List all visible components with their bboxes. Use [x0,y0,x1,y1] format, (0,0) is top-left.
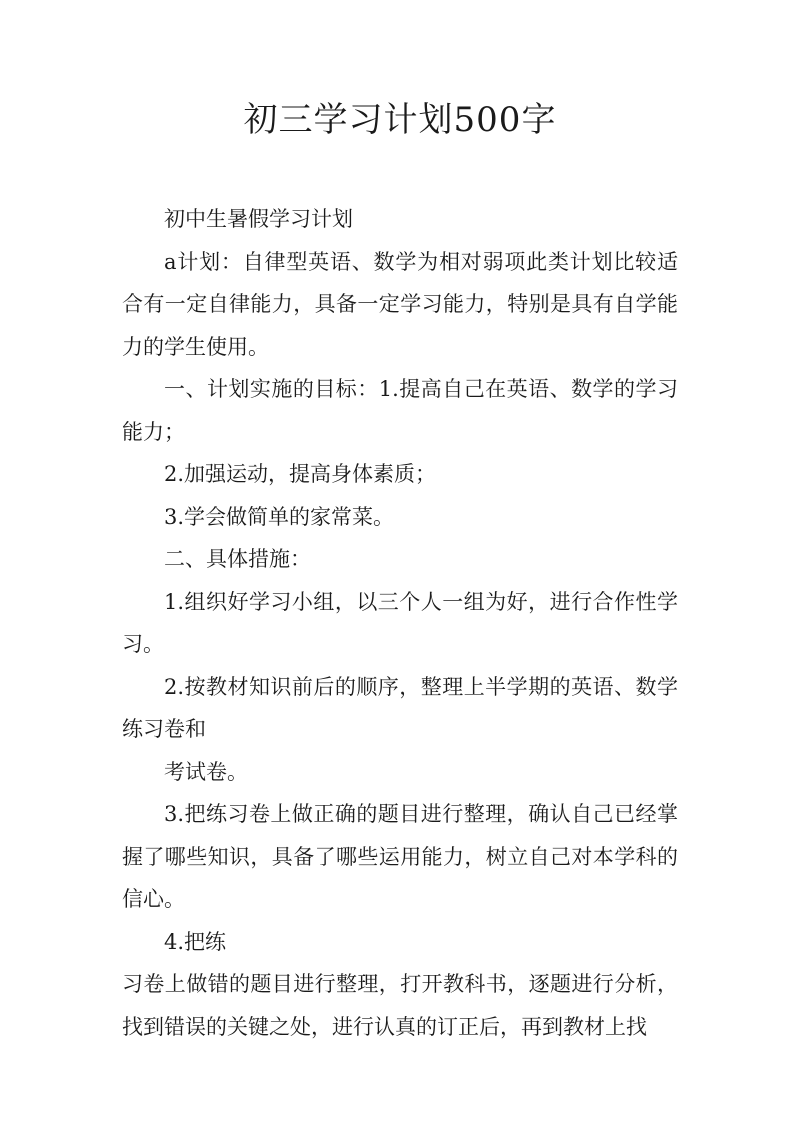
paragraph: 一、计划实施的目标：1.提高自己在英语、数学的学习能力； [122,377,678,444]
paragraph: 3.把练习卷上做正确的题目进行整理，确认自己已经掌握了哪些知识，具备了哪些运用能力，树立自己对本学科的信心。 [122,802,678,911]
document-title: 初三学习计划500字 [243,100,557,140]
paragraph: 2.按教材知识前后的顺序，整理上半学期的英语、数学练习卷和 [122,674,678,741]
paragraph: 3.学会做简单的家常菜。 [164,504,395,529]
paragraph: 二、具体措施： [164,547,311,571]
paragraph: 1.组织好学习小组，以三个人一组为好，进行合作性学习。 [122,589,678,656]
document-body [122,198,678,1048]
paragraph: 考试卷。 [164,759,248,784]
paragraph: 初中生暑假学习计划 [164,207,353,231]
paragraph: 2.加强运动，提高身体素质； [164,462,437,486]
paragraph: 习卷上做错的题目进行整理，打开教科书，逐题进行分析，找到错误的关键之处，进行认真的订正后，再到教材上找 [122,972,678,1039]
paragraph: 4.把练 [164,929,227,954]
paragraph: a计划：自律型英语、数学为相对弱项此类计划比较适合有一定自律能力，具备一定学习能力，特别是具有自学能力的学生使用。 [122,249,678,359]
